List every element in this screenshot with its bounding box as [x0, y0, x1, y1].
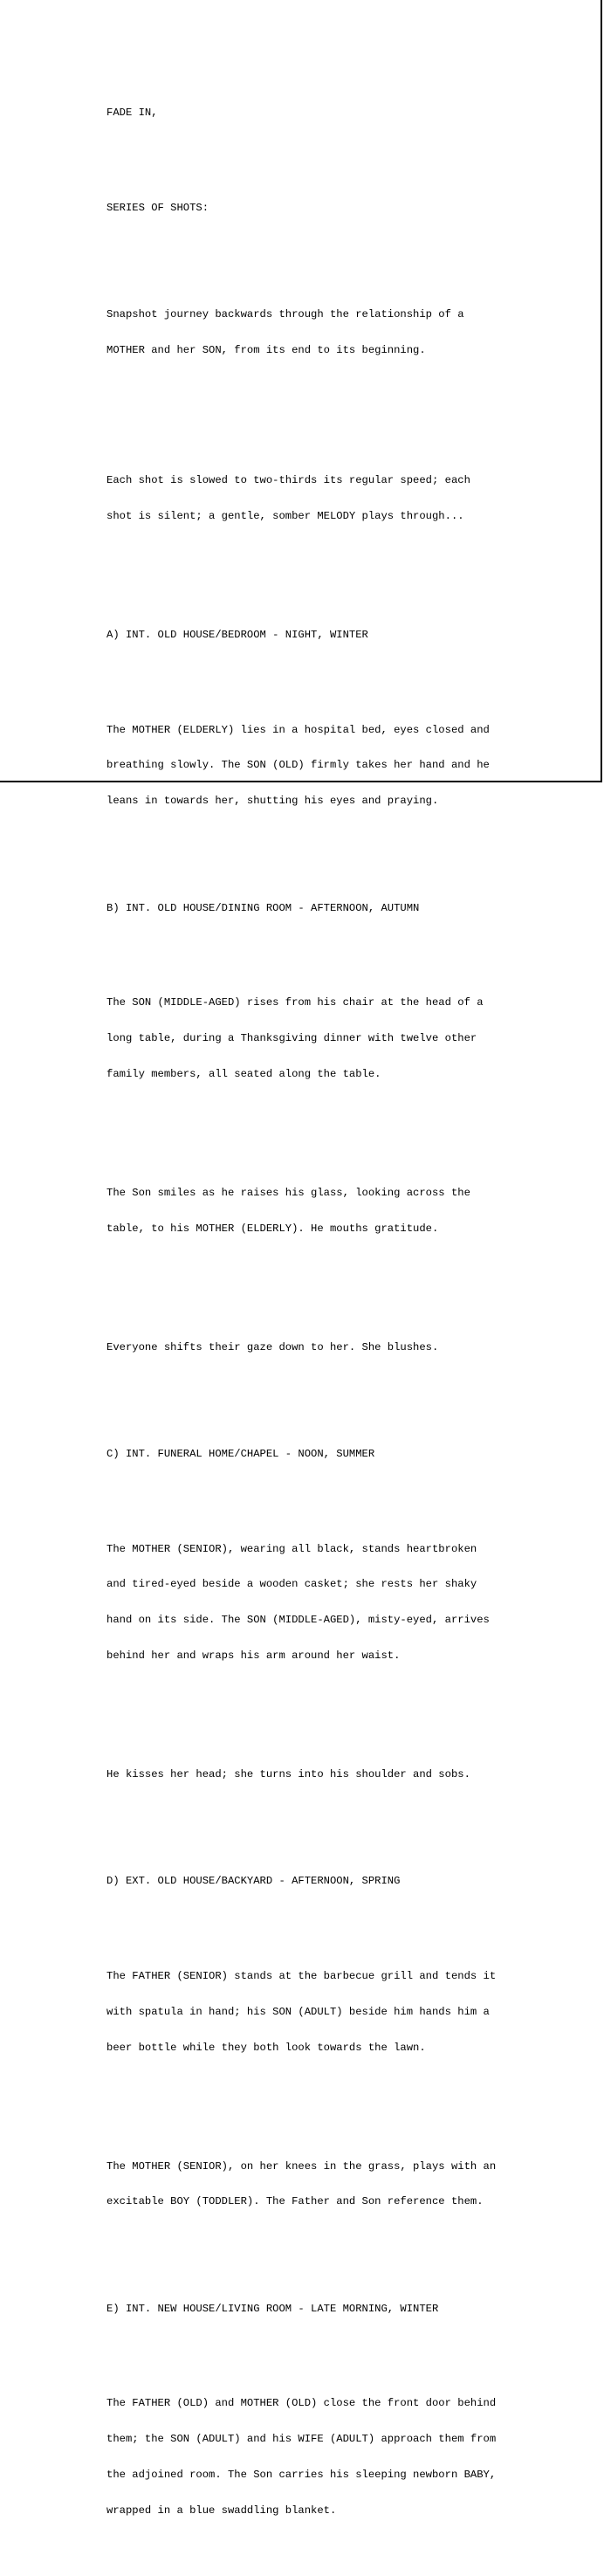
scene-c-action-1: [106, 1519, 543, 1685]
text-line: The MOTHER (SENIOR), on her knees in the grass, plays with an: [106, 2159, 497, 2173]
intro-paragraph-1: [106, 286, 543, 381]
text-line: The FATHER (SENIOR) stands at the barbecue grill and tends it: [106, 1970, 497, 1982]
screenplay-body: [106, 72, 543, 2576]
text-line: hand on its side. The SON (MIDDLE-AGED), misty-eyed, arrives: [106, 1614, 490, 1627]
series-heading: SERIES OF SHOTS:: [106, 201, 209, 214]
text-line: with spatula in hand; his SON (ADULT) beside him hands him a: [106, 2005, 490, 2018]
text-line: the adjoined room. The Son carries his sleeping newborn BABY,: [106, 2468, 497, 2481]
scene-b-action-2: [106, 1164, 543, 1259]
text-line: The MOTHER (SENIOR), wearing all black, stands heartbroken: [106, 1542, 477, 1555]
text-line: The SON (MIDDLE-AGED) rises from his chair at the head of a: [106, 996, 484, 1009]
scene-d-action-2: [106, 2137, 543, 2232]
scene-heading-b: B) INT. OLD HOUSE/DINING ROOM - AFTERNOON, AUTUMN: [106, 901, 420, 914]
transition: FADE IN,: [106, 106, 158, 119]
text-line: behind her and wraps his arm around her waist.: [106, 1649, 401, 1662]
scene-a-action-1: [106, 700, 543, 831]
text-line: MOTHER and her SON, from its end to its beginning.: [106, 343, 426, 356]
scene-heading-d: D) EXT. OLD HOUSE/BACKYARD - AFTERNOON, SPRING: [106, 1875, 401, 1888]
scene-b-action-1: [106, 974, 543, 1105]
text-line: excitable BOY (TODDLER). The Father and Son reference them.: [106, 2195, 484, 2208]
text-line: Snapshot journey backwards through the relationship of a: [106, 307, 464, 320]
text-line: The MOTHER (ELDERLY) lies in a hospital bed, eyes closed and: [106, 723, 490, 736]
text-line: beer bottle while they both look towards the lawn.: [106, 2041, 426, 2054]
text-line: them; the SON (ADULT) and his WIFE (ADULT) approach them from: [106, 2433, 497, 2446]
intro-paragraph-2: [106, 451, 543, 547]
text-line: table, to his MOTHER (ELDERLY). He mouths gratitude.: [106, 1222, 439, 1235]
text-line: wrapped in a blue swaddling blanket.: [106, 2504, 337, 2517]
text-line: Each shot is slowed to two-thirds its regular speed; each: [106, 474, 470, 487]
text-line: shot is silent; a gentle, somber MELODY plays through...: [106, 509, 464, 522]
scene-heading-e: E) INT. NEW HOUSE/LIVING ROOM - LATE MORNING, WINTER: [106, 2302, 439, 2315]
text-line: family members, all seated along the table.: [106, 1067, 381, 1080]
scene-c-action-2: [106, 1746, 543, 1805]
scene-b-action-3: [106, 1318, 543, 1377]
scene-heading-c: C) INT. FUNERAL HOME/CHAPEL - NOON, SUMMER: [106, 1447, 375, 1460]
text-line: leans in towards her, shutting his eyes and praying.: [106, 795, 439, 808]
text-line: He kisses her head; she turns into his shoulder and sobs.: [106, 1767, 470, 1780]
text-line: The Son smiles as he raises his glass, looking across the: [106, 1186, 470, 1199]
scene-e-action-1: [106, 2374, 543, 2540]
scene-heading-a: A) INT. OLD HOUSE/BEDROOM - NIGHT, WINTER: [106, 628, 368, 641]
scene-d-action-1: [106, 1947, 543, 2078]
text-line: and tired-eyed beside a wooden casket; she rests her shaky: [106, 1578, 477, 1591]
text-line: breathing slowly. The SON (OLD) firmly takes her hand and he: [106, 759, 490, 772]
text-line: The FATHER (OLD) and MOTHER (OLD) close the front door behind: [106, 2397, 497, 2410]
text-line: Everyone shifts their gaze down to her. She blushes.: [106, 1340, 439, 1353]
text-line: long table, during a Thanksgiving dinner with twelve other: [106, 1032, 477, 1045]
